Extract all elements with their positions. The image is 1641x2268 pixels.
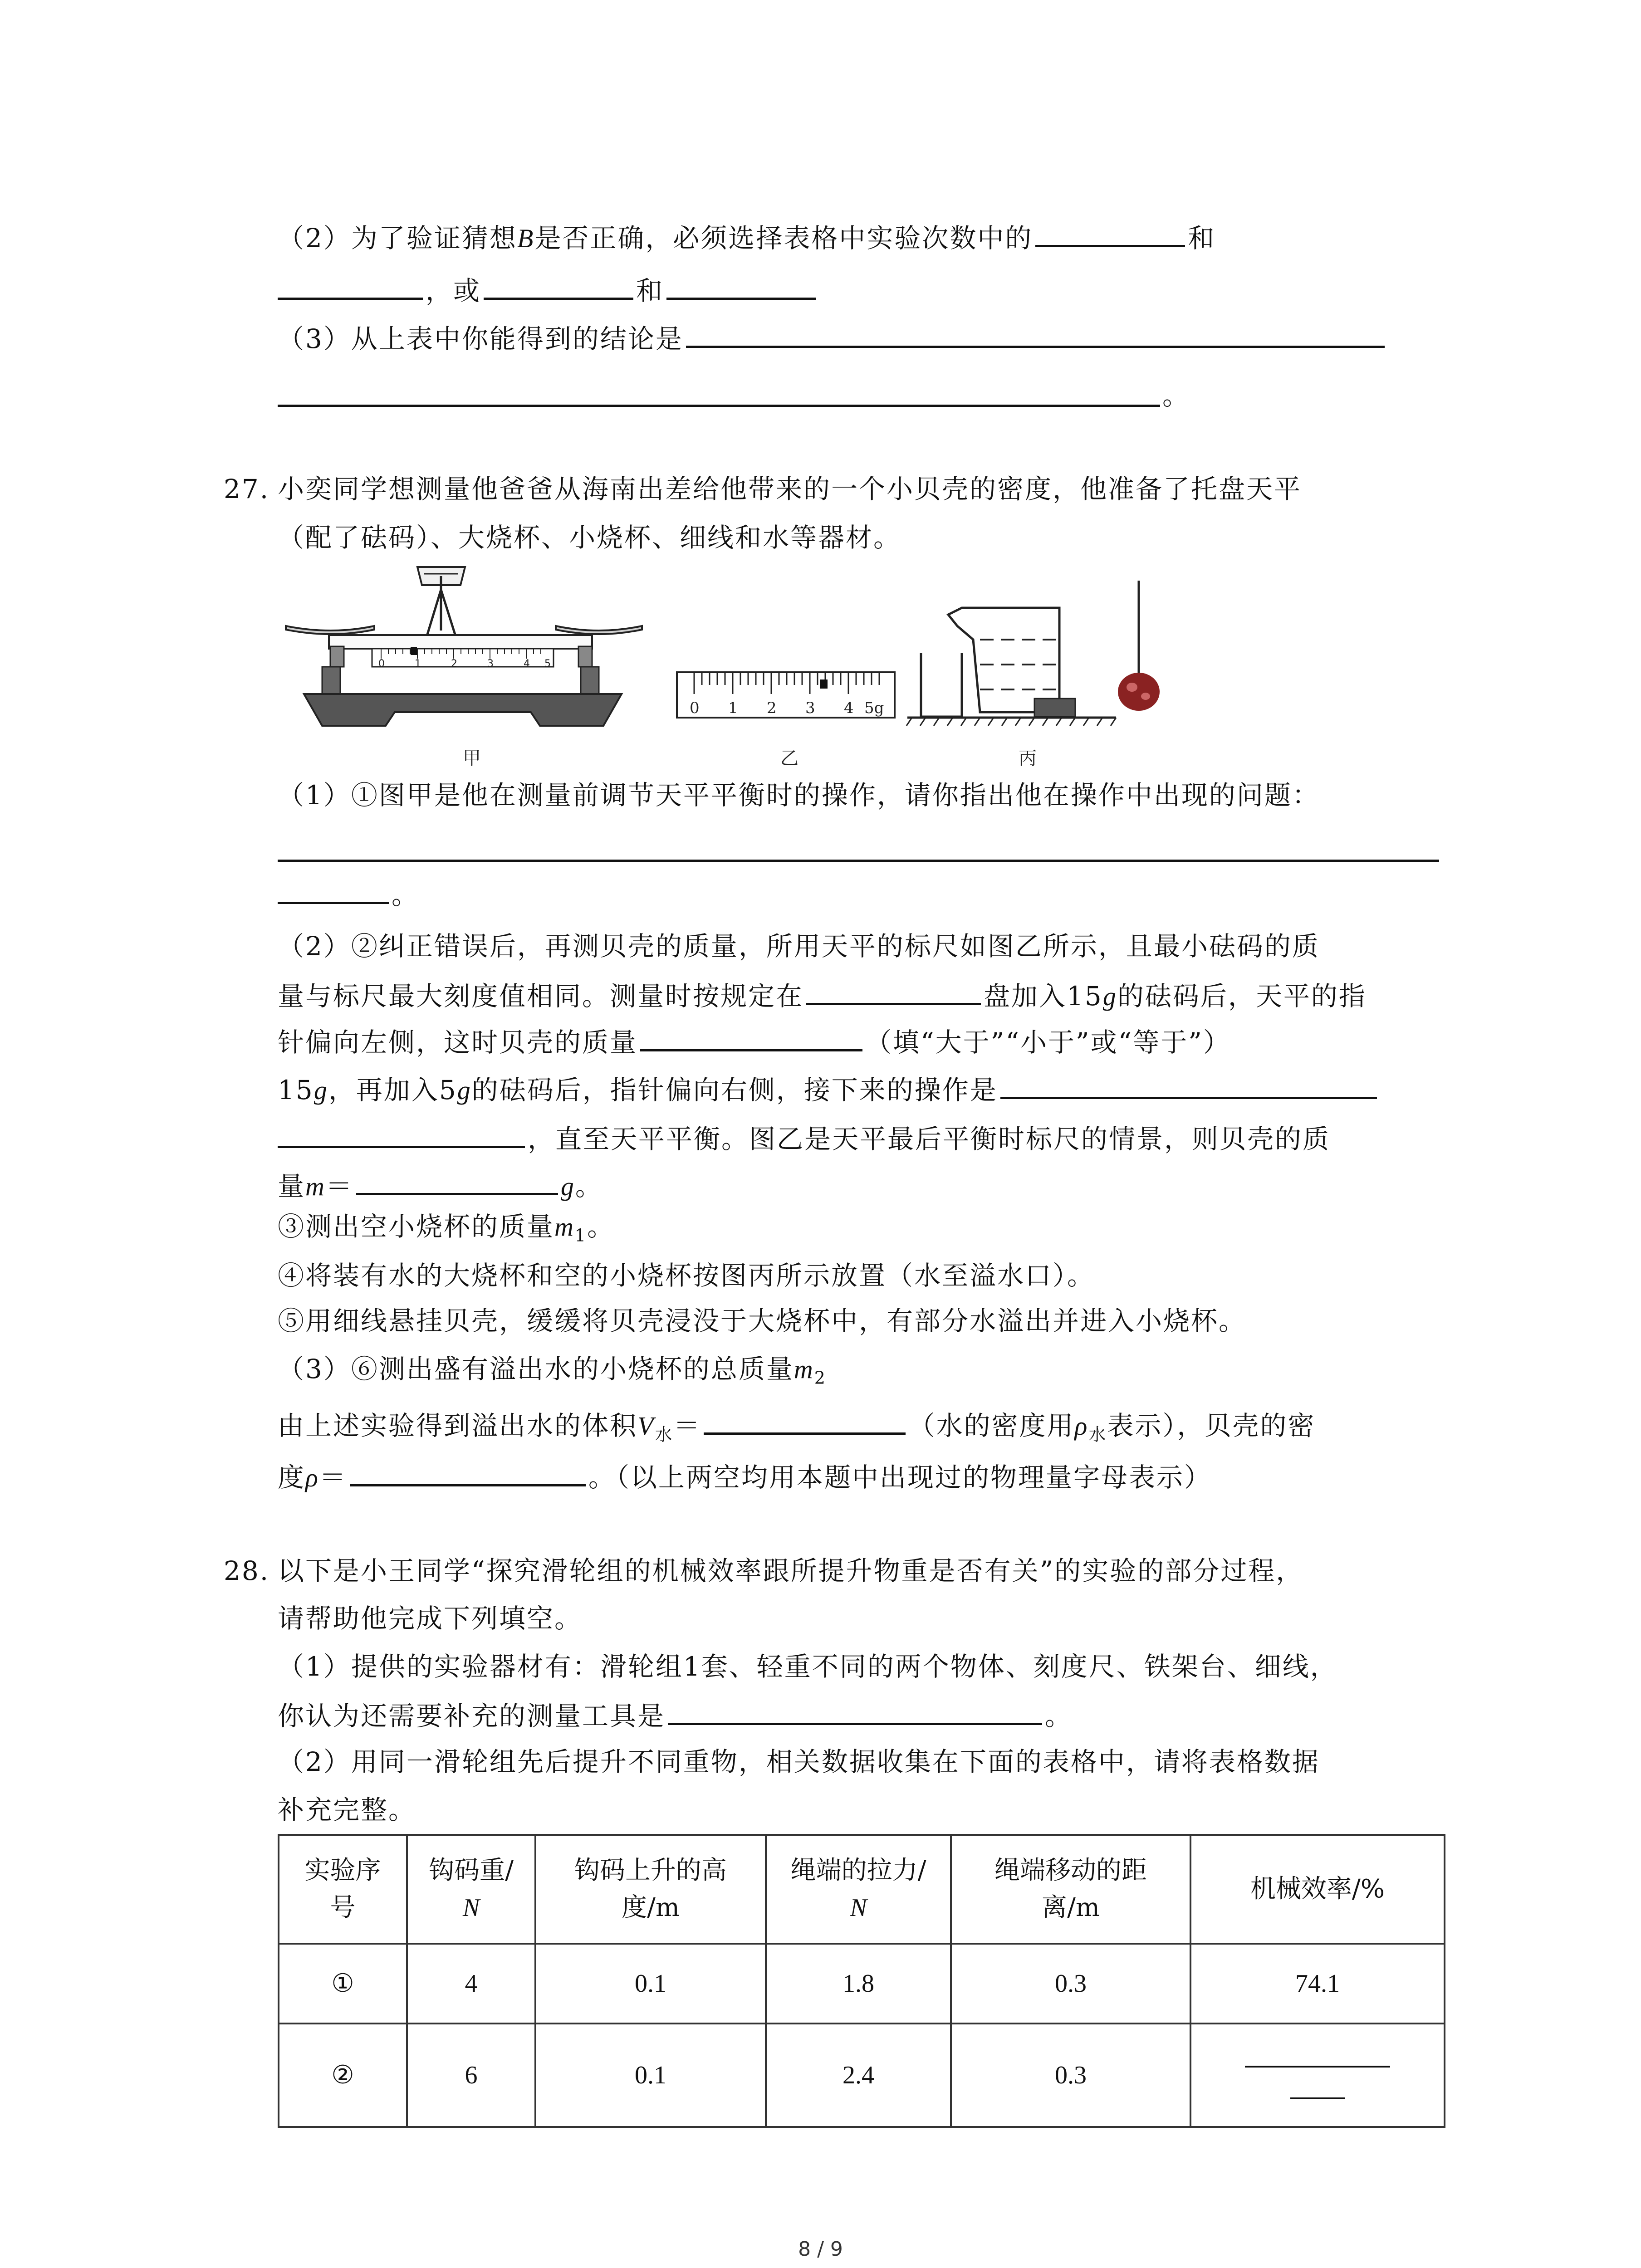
var-rho-sub: 水 bbox=[1088, 1424, 1107, 1445]
q26-var-b: B bbox=[517, 224, 535, 253]
q26-blank-5[interactable] bbox=[686, 319, 1385, 348]
q26-part2-line2 bbox=[278, 271, 819, 308]
q28-number bbox=[224, 1554, 269, 1588]
unit-g: g bbox=[314, 1075, 328, 1105]
q27-blank-mass[interactable] bbox=[356, 1167, 558, 1195]
q27-step2-line5 bbox=[278, 1119, 1330, 1156]
figure-label-jia: 甲 bbox=[463, 748, 481, 769]
q27-step5 bbox=[278, 1304, 1246, 1338]
balance-tick-3: 3 bbox=[487, 658, 494, 670]
q27-step3-end: 。 bbox=[587, 1211, 615, 1242]
q27-step2-line1 bbox=[278, 929, 1320, 963]
q26-part3-text: （3）从上表中你能得到的结论是 bbox=[278, 323, 683, 354]
q26-and-2: 和 bbox=[636, 275, 664, 306]
header-text: 钩码上升的高 bbox=[574, 1856, 727, 1885]
q28-number-text: 28. bbox=[224, 1555, 270, 1586]
table-cell: 0.1 bbox=[535, 1944, 766, 2024]
q27-blank-1b[interactable] bbox=[278, 875, 389, 904]
q27-step7-eq: ＝ bbox=[673, 1410, 701, 1441]
q27-step8-c: 。（以上两空均用本题中出现过的物理量字母表示） bbox=[588, 1462, 1212, 1493]
var-m2-sub: 2 bbox=[814, 1368, 827, 1388]
balance-tick-2: 2 bbox=[451, 658, 457, 670]
q28-intro-2-text: 请帮助他完成下列填空。 bbox=[278, 1603, 583, 1634]
q27-number-text: 27. bbox=[224, 474, 270, 504]
table-header-cell bbox=[766, 1835, 951, 1944]
page-number: 8 / 9 bbox=[798, 2238, 843, 2261]
q26-blank-3[interactable] bbox=[484, 271, 633, 300]
q27-step4 bbox=[278, 1258, 1095, 1293]
ruler-tick-1: 1 bbox=[728, 699, 738, 717]
q27-step8-b: ＝ bbox=[319, 1462, 347, 1493]
table-cell: 4 bbox=[407, 1944, 535, 2024]
q27-intro-1 bbox=[278, 472, 1302, 506]
q27-step6 bbox=[278, 1352, 827, 1395]
q28-blank-tool[interactable] bbox=[668, 1696, 1042, 1725]
q28-part1-a-text: （1）提供的实验器材有：滑轮组1套、轻重不同的两个物体、刻度尺、铁架台、细线， bbox=[278, 1651, 1338, 1682]
q27-step6-text: （3）⑥测出盛有溢出水的小烧杯的总质量 bbox=[278, 1354, 794, 1384]
unit-g: g bbox=[560, 1172, 575, 1201]
q27-blank-density[interactable] bbox=[350, 1458, 586, 1486]
q27-step8 bbox=[278, 1458, 1212, 1495]
q27-step1-end: 。 bbox=[392, 880, 420, 910]
q27-step7 bbox=[278, 1406, 1315, 1452]
q26-part2-line1 bbox=[278, 219, 1215, 256]
figure-ruler bbox=[676, 671, 898, 721]
q28-part1-end: 。 bbox=[1045, 1701, 1073, 1731]
q27-intro-2 bbox=[278, 520, 901, 555]
q27-step4-text: ④将装有水的大烧杯和空的小烧杯按图丙所示放置（水至溢水口）。 bbox=[278, 1260, 1095, 1291]
q27-step2-f2: ＝ bbox=[325, 1171, 353, 1202]
q26-part2-text: （2）为了验证猜想 bbox=[278, 223, 517, 254]
q27-step7-a: 由上述实验得到溢出水的体积 bbox=[278, 1410, 638, 1441]
table-cell: 0.3 bbox=[951, 2024, 1190, 2127]
q26-blank-1[interactable] bbox=[1035, 219, 1185, 247]
q27-step2-line6 bbox=[278, 1167, 603, 1204]
q27-intro-2-text: （配了砝码）、大烧杯、小烧杯、细线和水等器材。 bbox=[278, 522, 901, 553]
header-text: N bbox=[462, 1894, 480, 1922]
q27-step7-c: 表示），贝壳的密 bbox=[1107, 1410, 1316, 1441]
q27-step2-d2: ，再加入5 bbox=[328, 1075, 457, 1105]
q28-intro-2 bbox=[278, 1601, 582, 1636]
table-cell: ① bbox=[279, 1944, 407, 2024]
var-m: m bbox=[305, 1172, 326, 1201]
var-rho: ρ bbox=[305, 1463, 319, 1492]
header-text: 机械效率/% bbox=[1250, 1874, 1385, 1904]
var-m2: m bbox=[794, 1354, 814, 1384]
table-cell: 1.8 bbox=[766, 1944, 951, 2024]
table-cell: 6 bbox=[407, 2024, 535, 2127]
header-text: 绳端移动的距 bbox=[994, 1856, 1147, 1885]
q27-blank-op-b[interactable] bbox=[278, 1119, 525, 1148]
q28-part2-b bbox=[278, 1793, 416, 1827]
table-header-cell bbox=[407, 1835, 535, 1944]
q28-intro-1 bbox=[278, 1554, 1303, 1588]
q26-blank-6[interactable] bbox=[278, 405, 1160, 407]
q28-part2-a bbox=[278, 1745, 1320, 1779]
q28-part1-a bbox=[278, 1649, 1338, 1684]
header-text: 绳端的拉力/ bbox=[790, 1856, 926, 1885]
table-cell: 2.4 bbox=[766, 2024, 951, 2127]
ruler-tick-2: 2 bbox=[767, 699, 777, 717]
q27-number bbox=[224, 472, 269, 506]
table-header-cell bbox=[535, 1835, 766, 1944]
ruler-tick-0: 0 bbox=[690, 699, 700, 717]
q27-step1 bbox=[278, 778, 1320, 812]
q28-part2-b-text: 补充完整。 bbox=[278, 1794, 416, 1825]
table-cell: 0.1 bbox=[535, 2024, 766, 2127]
q27-step2-d1: 15 bbox=[278, 1075, 314, 1105]
q27-step2-a: （2）②纠正错误后，再测贝壳的质量，所用天平的标尺如图乙所示，且最小砝码的质 bbox=[278, 931, 1320, 962]
q27-step2-b2: 盘加入15 bbox=[984, 981, 1103, 1012]
q26-part3-line bbox=[278, 319, 1387, 356]
var-m1-sub: 1 bbox=[574, 1225, 588, 1246]
table-cell: 0.3 bbox=[951, 1944, 1190, 2024]
q27-step1-text: （1）①图甲是他在测量前调节天平平衡时的操作，请你指出他在操作中出现的问题： bbox=[278, 780, 1320, 811]
efficiency-blank[interactable] bbox=[1245, 2034, 1390, 2107]
table-header-row bbox=[279, 1835, 1445, 1944]
data-table bbox=[278, 1834, 1445, 2128]
ruler-tick-5: 5g bbox=[864, 699, 884, 717]
q27-step2-line3 bbox=[278, 1023, 1231, 1060]
figure-label-yi: 乙 bbox=[780, 748, 798, 769]
q27-intro-1-text: 小奕同学想测量他爸爸从海南出差给他带来的一个小贝壳的密度，他准备了托盘天平 bbox=[278, 474, 1302, 504]
header-text: 钩码重/ bbox=[429, 1856, 514, 1885]
q28-part2-a-text: （2）用同一滑轮组先后提升不同重物，相关数据收集在下面的表格中，请将表格数据 bbox=[278, 1746, 1320, 1777]
q26-blank-2[interactable] bbox=[278, 271, 423, 300]
ruler-tick-4: 4 bbox=[844, 699, 854, 717]
q26-end-text: 。 bbox=[1162, 380, 1190, 411]
var-v: V bbox=[637, 1411, 655, 1441]
q26-and-1: 和 bbox=[1188, 223, 1216, 254]
table-cell: 74.1 bbox=[1190, 1944, 1445, 2024]
q27-step2-c2: （填“大于”“小于”或“等于”） bbox=[865, 1027, 1231, 1058]
balance-tick-0: 0 bbox=[378, 658, 385, 670]
q26-blank-4[interactable] bbox=[666, 271, 816, 300]
q26-end-mark bbox=[1162, 378, 1190, 413]
header-text: 实验序 bbox=[304, 1856, 381, 1885]
unit-g: g bbox=[1102, 982, 1117, 1011]
unit-g: g bbox=[457, 1075, 472, 1105]
q27-step2-b3: 的砝码后，天平的指 bbox=[1117, 981, 1367, 1012]
table-cell: ② bbox=[279, 2024, 407, 2127]
header-text: 离/m bbox=[1042, 1893, 1100, 1922]
q27-step2-d3: 的砝码后，指针偏向右侧，接下来的操作是 bbox=[471, 1075, 998, 1105]
q27-step3 bbox=[278, 1209, 615, 1253]
ruler-tick-3: 3 bbox=[805, 699, 815, 717]
figure-label-bing: 丙 bbox=[1019, 748, 1037, 769]
var-m1: m bbox=[554, 1212, 575, 1242]
q27-step5-text: ⑤用细线悬挂贝壳，缓缓将贝壳浸没于大烧杯中，有部分水溢出并进入小烧杯。 bbox=[278, 1305, 1247, 1336]
q28-part1-b bbox=[278, 1696, 1073, 1733]
table-cell-efficiency-blank[interactable] bbox=[1190, 2024, 1445, 2127]
q28-part1-b-text: 你认为还需要补充的测量工具是 bbox=[278, 1701, 666, 1731]
table-row bbox=[279, 1944, 1445, 2024]
q28-intro-1-text: 以下是小王同学“探究滑轮组的机械效率跟所提升物重是否有关”的实验的部分过程， bbox=[278, 1555, 1304, 1586]
q27-step2-line4 bbox=[278, 1070, 1380, 1108]
q27-blank-compare[interactable] bbox=[640, 1023, 862, 1051]
balance-tick-5: 5 bbox=[544, 658, 551, 670]
q27-step8-a: 度 bbox=[278, 1462, 306, 1493]
q27-step2-f1: 量 bbox=[278, 1171, 306, 1202]
var-rho: ρ bbox=[1074, 1411, 1089, 1441]
var-v-sub: 水 bbox=[655, 1424, 674, 1445]
figure-beakers bbox=[903, 576, 1175, 730]
header-text: 号 bbox=[330, 1893, 356, 1922]
balance-tick-1: 1 bbox=[415, 658, 421, 670]
table-header-cell bbox=[1190, 1835, 1445, 1944]
header-text: N bbox=[850, 1894, 867, 1922]
q27-step2-f3: 。 bbox=[575, 1171, 603, 1202]
balance-tick-4: 4 bbox=[524, 658, 530, 670]
q27-step7-b: （水的密度用 bbox=[908, 1410, 1075, 1441]
q27-blank-1a[interactable] bbox=[278, 860, 1439, 862]
table-header-cell bbox=[279, 1835, 407, 1944]
q26-or: ，或 bbox=[426, 275, 481, 306]
q27-step2-e: ，直至天平平衡。图乙是天平最后平衡时标尺的情景，则贝壳的质 bbox=[528, 1124, 1331, 1154]
table-header-cell bbox=[951, 1835, 1190, 1944]
q27-step2-c1: 针偏向左侧，这时贝壳的质量 bbox=[278, 1027, 638, 1058]
q27-blank-op-a[interactable] bbox=[1000, 1070, 1377, 1099]
q27-step1-line2 bbox=[278, 875, 419, 912]
header-text: 度/m bbox=[622, 1893, 680, 1922]
q27-step3-text: ③测出空小烧杯的质量 bbox=[278, 1211, 555, 1242]
q27-blank-pan[interactable] bbox=[806, 977, 981, 1005]
q27-step2-line2 bbox=[278, 977, 1367, 1014]
q27-blank-volume[interactable] bbox=[704, 1406, 906, 1435]
q27-step2-b1: 量与标尺最大刻度值相同。测量时按规定在 bbox=[278, 981, 804, 1012]
q26-part2-text-b: 是否正确，必须选择表格中实验次数中的 bbox=[534, 223, 1033, 254]
table-row bbox=[279, 2024, 1445, 2127]
figure-balance bbox=[277, 558, 649, 748]
